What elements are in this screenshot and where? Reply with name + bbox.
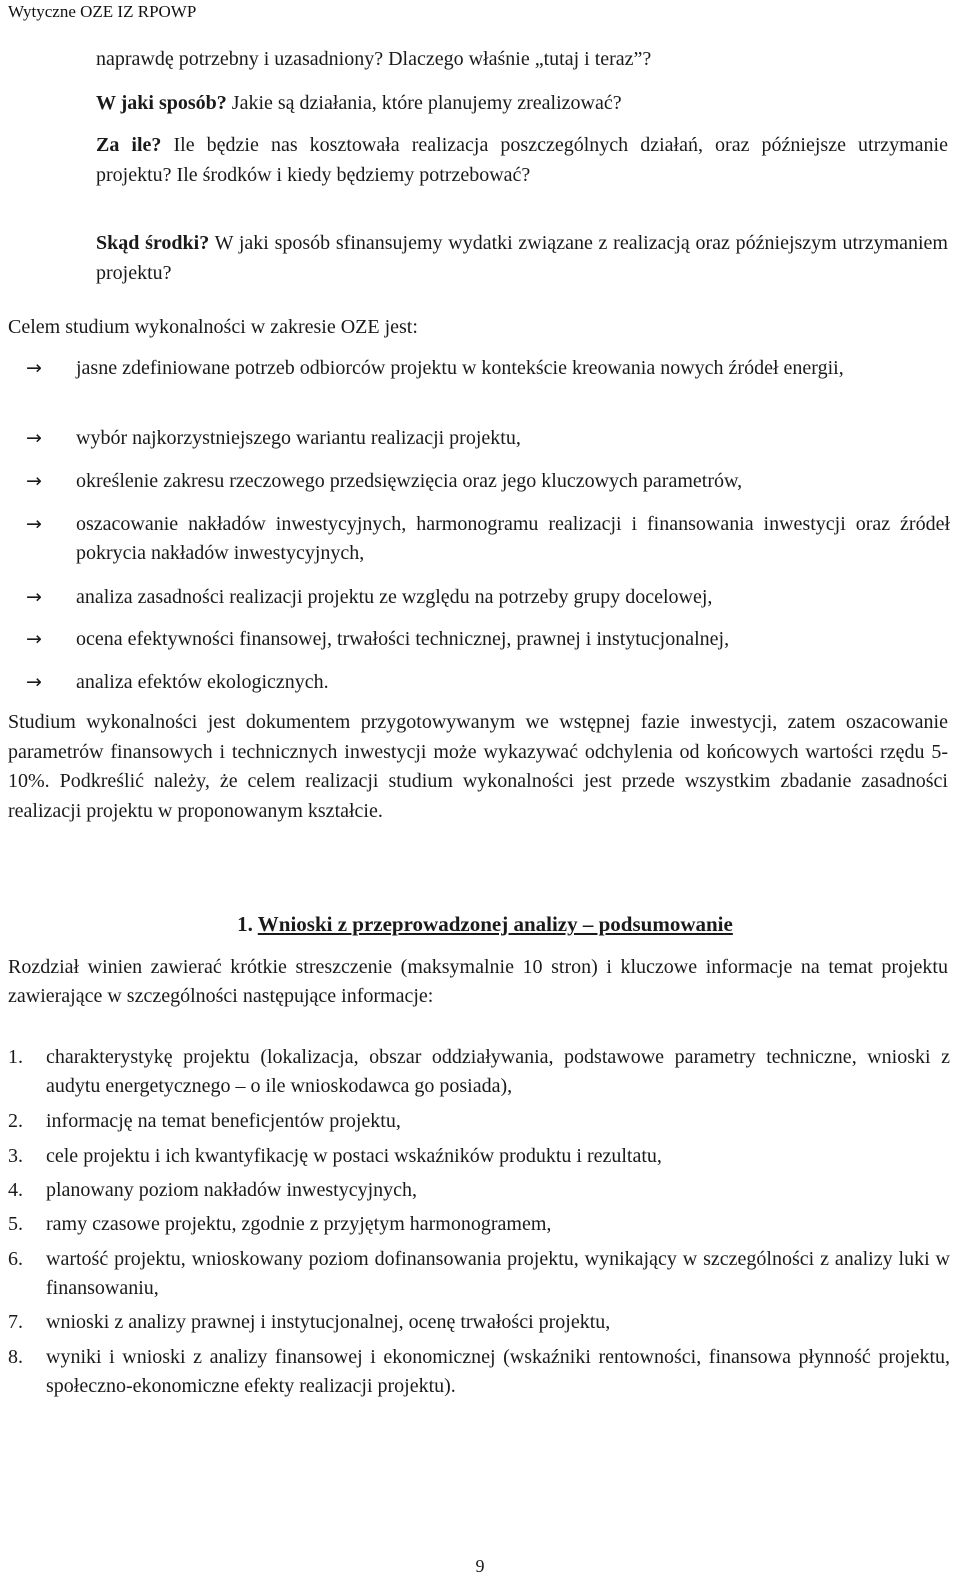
goal-item-2 [18, 424, 960, 453]
summary-item-number: 6. [8, 1248, 23, 1270]
summary-item-1 [8, 1043, 960, 1101]
section-number: 1. [237, 912, 253, 936]
summary-item-8 [8, 1343, 960, 1401]
intro-question-how [96, 88, 948, 118]
summary-item-number: 2. [8, 1110, 23, 1132]
intro-line-1-text: naprawdę potrzebny i uzasadniony? Dlaczego właśnie „tutaj i teraz”? [96, 48, 652, 70]
goal-item-text: wybór najkorzystniejszego wariantu realizacji projektu, [76, 427, 521, 449]
summary-item-2 [8, 1107, 960, 1136]
section-title: Wnioski z przeprowadzonej analizy – podsumowanie [257, 912, 733, 936]
page-number: 9 [475, 1556, 485, 1576]
summary-item-7 [8, 1308, 960, 1337]
intro-question-cost [96, 130, 948, 190]
summary-item-number: 4. [8, 1179, 23, 1201]
question-cost-text: Ile będzie nas kosztowała realizacja poszczególnych działań, oraz późniejsze utrzymanie projektu? Ile środków i kiedy będziemy potrzebować? [96, 134, 948, 186]
summary-item-text: ramy czasowe projektu, zgodnie z przyjętym harmonogramem, [46, 1213, 552, 1235]
section-heading [0, 912, 960, 937]
arrow-icon: → [26, 671, 42, 693]
goal-item-text: jasne zdefiniowane potrzeb odbiorców projektu w kontekście kreowania nowych źródeł energii, [76, 357, 844, 379]
summary-item-3 [8, 1142, 960, 1171]
summary-item-text: charakterystykę projektu (lokalizacja, obszar oddziaływania, podstawowe parametry techniczne, wnioski z audytu energetycznego – o ile wnioskodawca go posiada), [46, 1046, 950, 1097]
arrow-icon: → [26, 357, 42, 379]
goal-item-text: ocena efektywności finansowej, trwałości technicznej, prawnej i instytucjonalnej, [76, 628, 730, 650]
goal-item-3 [18, 467, 960, 496]
summary-item-text: informację na temat beneficjentów projektu, [46, 1110, 401, 1132]
goal-item-1 [18, 354, 960, 383]
goal-item-text: analiza efektów ekologicznych. [76, 671, 329, 693]
summary-intro: Rozdział winien zawierać krótkie streszczenie (maksymalnie 10 stron) i kluczowe informacje na temat projektu zawierające w szczególności następujące informacje: [8, 956, 948, 1007]
goal-item-text: analiza zasadności realizacji projektu ze względu na potrzeby grupy docelowej, [76, 586, 713, 608]
summary-item-number: 5. [8, 1213, 23, 1235]
summary-item-text: planowany poziom nakładów inwestycyjnych, [46, 1179, 418, 1201]
arrow-icon: → [26, 628, 42, 650]
summary-item-number: 1. [8, 1046, 23, 1068]
summary-item-text: cele projektu i ich kwantyfikację w postaci wskaźników produktu i rezultatu, [46, 1145, 662, 1167]
summary-item-6 [8, 1245, 960, 1303]
goals-intro: Celem studium wykonalności w zakresie OZE jest: [8, 316, 418, 338]
document-header: Wytyczne OZE IZ RPOWP [8, 2, 197, 21]
intro-line-1 [96, 44, 948, 74]
arrow-icon: → [26, 513, 42, 535]
goal-item-5 [18, 583, 960, 612]
arrow-icon: → [26, 427, 42, 449]
summary-item-text: wartość projektu, wnioskowany poziom dofinansowania projektu, wynikający w szczególności z analizy luki w finansowaniu, [46, 1248, 950, 1299]
summary-item-number: 7. [8, 1311, 23, 1333]
arrow-icon: → [26, 470, 42, 492]
arrow-icon: → [26, 586, 42, 608]
summary-item-5 [8, 1210, 960, 1239]
study-paragraph: Studium wykonalności jest dokumentem przygotowywanym we wstępnej fazie inwestycji, zatem oszacowanie parametrów finansowych i technicznych inwestycji może wykazywać odchylenia od końcowych wartości rzędu 5-10%. Podkreślić należy, że celem realizacji studium wykonalności jest przede wszystkim zbadanie zasadności realizacji projektu w proponowanym kształcie. [8, 711, 948, 822]
goal-item-7 [18, 668, 960, 697]
question-funds-text: W jaki sposób sfinansujemy wydatki związane z realizacją oraz późniejszym utrzymaniem projektu? [96, 232, 948, 284]
goal-item-6 [18, 625, 960, 654]
summary-item-4 [8, 1176, 960, 1205]
goal-item-4 [18, 510, 960, 568]
summary-item-number: 8. [8, 1346, 23, 1368]
summary-item-number: 3. [8, 1145, 23, 1167]
summary-item-text: wnioski z analizy prawnej i instytucjonalnej, ocenę trwałości projektu, [46, 1311, 611, 1333]
question-funds-label: Skąd środki? [96, 232, 210, 254]
question-how-text: Jakie są działania, które planujemy zrealizować? [226, 92, 622, 114]
intro-question-funds [96, 228, 948, 288]
question-cost-label: Za ile? [96, 134, 162, 156]
summary-item-text: wyniki i wnioski z analizy finansowej i ekonomicznej (wskaźniki rentowności, finansowa płynność projektu, społeczno-ekonomiczne efekty realizacji projektu). [46, 1346, 950, 1397]
question-how-label: W jaki sposób? [96, 92, 227, 114]
goal-item-text: oszacowanie nakładów inwestycyjnych, harmonogramu realizacji i finansowania inwestycji oraz źródeł pokrycia nakładów inwestycyjnych, [76, 513, 950, 564]
goal-item-text: określenie zakresu rzeczowego przedsięwzięcia oraz jego kluczowych parametrów, [76, 470, 743, 492]
